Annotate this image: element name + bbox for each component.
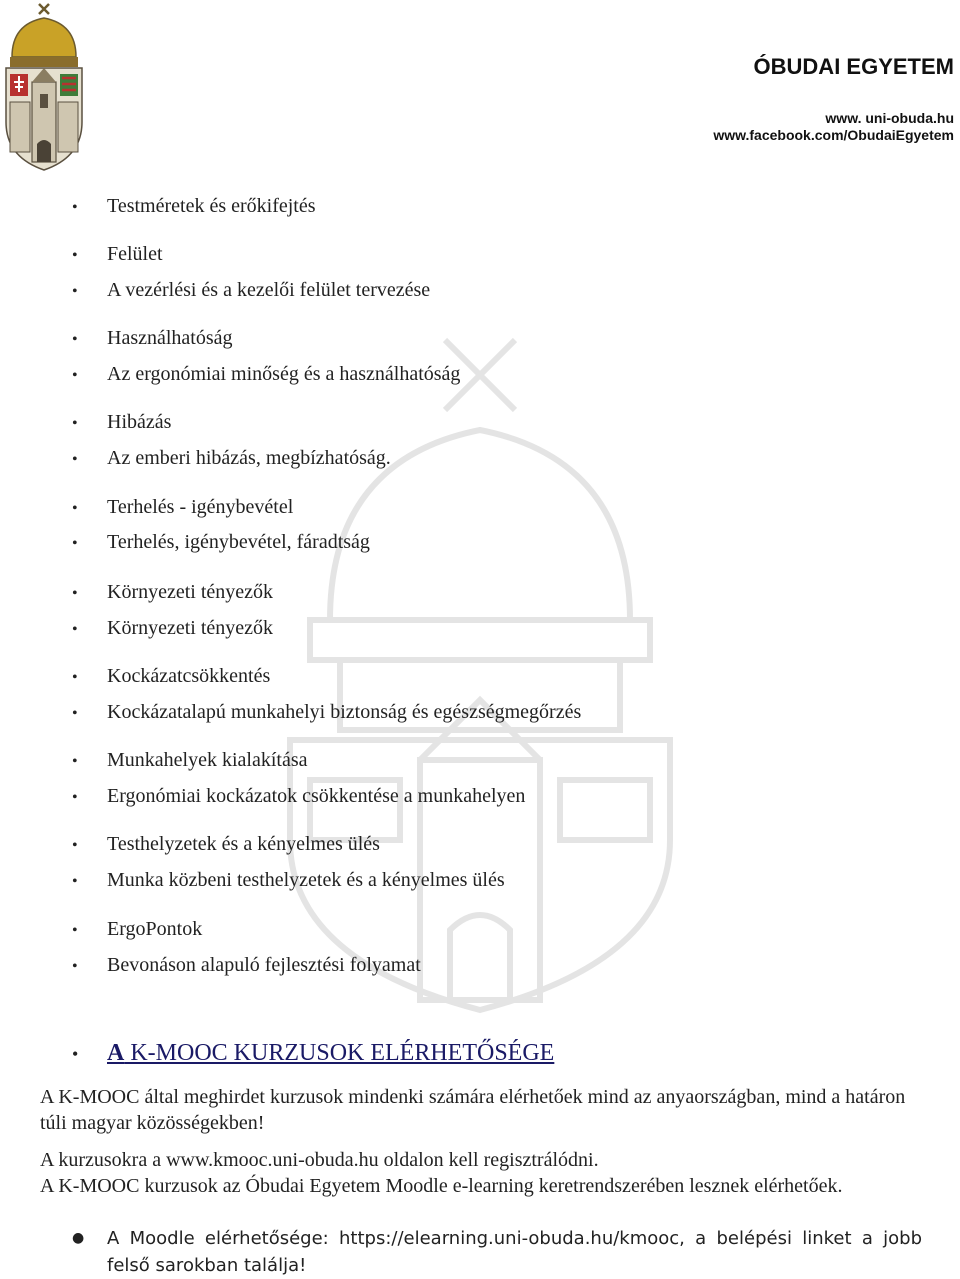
topic-description: Munka közbeni testhelyzetek és a kényelmes ülés xyxy=(107,869,505,891)
topic-title: Terhelés - igénybevétel xyxy=(107,496,294,518)
bullet-dot-icon: ● xyxy=(72,1230,85,1246)
topic-description: Kockázatalapú munkahelyi biztonság és egészségmegőrzés xyxy=(107,701,582,723)
list-item xyxy=(72,784,525,810)
topic-description: A vezérlési és a kezelői felület tervezése xyxy=(107,279,431,301)
bullet-dot-icon: • xyxy=(72,500,78,517)
topic-title: Felület xyxy=(107,243,163,265)
topic-title: Használhatóság xyxy=(107,327,233,349)
list-item xyxy=(72,242,163,268)
list-item xyxy=(72,446,391,472)
list-item xyxy=(72,495,293,521)
bullet-dot-icon: • xyxy=(72,789,78,806)
kmooc-registration-text: A kurzusokra a www.kmooc.uni-obuda.hu oldalon kell regisztrálódni. xyxy=(40,1149,599,1171)
bullet-dot-icon: • xyxy=(72,415,78,432)
university-crest-icon xyxy=(2,2,86,172)
topic-description: Ergonómiai kockázatok csökkentése a munkahelyen xyxy=(107,785,526,807)
list-item xyxy=(72,953,421,979)
bullet-dot-icon: • xyxy=(72,451,78,468)
topic-title: ErgoPontok xyxy=(107,918,203,940)
list-item xyxy=(72,917,202,943)
list-item xyxy=(72,194,316,220)
list-item xyxy=(72,700,581,726)
kmooc-heading-first: A xyxy=(107,1040,125,1066)
list-item xyxy=(72,530,370,556)
topic-description: Az ergonómiai minőség és a használhatóság xyxy=(107,363,461,385)
list-item xyxy=(72,580,273,606)
list-item xyxy=(72,278,430,304)
list-item xyxy=(72,410,171,436)
topic-description: Bevonáson alapuló fejlesztési folyamat xyxy=(107,954,421,976)
bullet-dot-icon: • xyxy=(72,535,78,552)
list-item xyxy=(72,326,233,352)
university-name: ÓBUDAI EGYETEM xyxy=(753,54,954,79)
topic-description: Az emberi hibázás, megbízhatóság. xyxy=(107,447,391,469)
bullet-dot-icon: • xyxy=(72,705,78,722)
moodle-access-text: A Moodle elérhetősége: https://elearning.uni-obuda.hu/kmooc, a belépési linket a jobb felső sarokban találja! xyxy=(107,1228,922,1276)
crest-watermark-icon xyxy=(270,320,690,1020)
facebook-link[interactable]: www.facebook.com/ObudaiEgyetem xyxy=(713,127,954,143)
list-item xyxy=(72,868,505,894)
topic-title: Testhelyzetek és a kényelmes ülés xyxy=(107,833,380,855)
kmooc-heading-text xyxy=(107,1040,554,1066)
bullet-dot-icon: • xyxy=(72,1044,79,1064)
bullet-dot-icon: • xyxy=(72,283,78,300)
topic-title: Testméretek és erőkifejtés xyxy=(107,195,316,217)
bullet-dot-icon: • xyxy=(72,585,78,602)
kmooc-heading-rest: K-MOOC KURZUSOK ELÉRHETŐSÉGE xyxy=(124,1040,555,1066)
moodle-access-note xyxy=(72,1225,922,1279)
topic-description: Környezeti tényezők xyxy=(107,617,274,639)
bullet-dot-icon: • xyxy=(72,669,78,686)
topic-title: Környezeti tényezők xyxy=(107,581,274,603)
bullet-dot-icon: • xyxy=(72,958,78,975)
kmooc-heading xyxy=(72,1038,554,1069)
bullet-dot-icon: • xyxy=(72,753,78,770)
bullet-dot-icon: • xyxy=(72,922,78,939)
topic-title: Hibázás xyxy=(107,411,172,433)
bullet-dot-icon: • xyxy=(72,873,78,890)
list-item xyxy=(72,664,270,690)
topic-title: Kockázatcsökkentés xyxy=(107,665,271,687)
bullet-dot-icon: • xyxy=(72,247,78,264)
bullet-dot-icon: • xyxy=(72,331,78,348)
kmooc-moodle-text: A K-MOOC kurzusok az Óbudai Egyetem Moodle e-learning keretrendszerében lesznek elérhetőek. xyxy=(40,1175,843,1197)
bullet-dot-icon: • xyxy=(72,199,78,216)
topic-description: Terhelés, igénybevétel, fáradtság xyxy=(107,531,370,553)
website-link[interactable]: www. uni-obuda.hu xyxy=(825,110,954,126)
list-item xyxy=(72,832,380,858)
list-item xyxy=(72,748,308,774)
list-item xyxy=(72,362,460,388)
topic-title: Munkahelyek kialakítása xyxy=(107,749,308,771)
bullet-dot-icon: • xyxy=(72,367,78,384)
bullet-dot-icon: • xyxy=(72,621,78,638)
list-item xyxy=(72,616,273,642)
kmooc-availability-text: A K-MOOC által meghirdet kurzusok mindenki számára elérhetőek mind az anyaországban, mind a határon túli magyar közösségekben! xyxy=(40,1086,906,1134)
bullet-dot-icon: • xyxy=(72,837,78,854)
